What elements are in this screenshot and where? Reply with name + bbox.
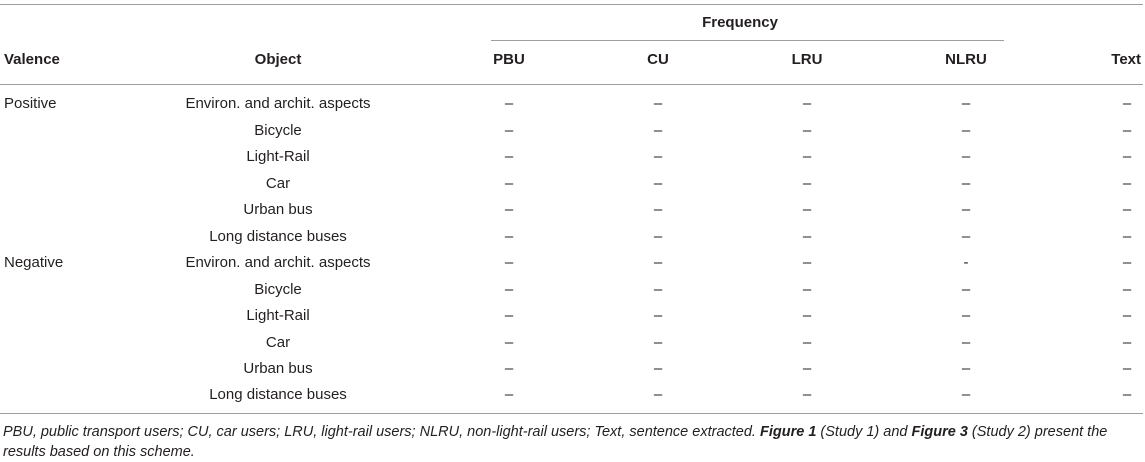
text-cell: – — [1122, 254, 1132, 271]
cu-cell: – — [653, 228, 663, 245]
lru-cell: – — [802, 334, 812, 351]
header-nlru: NLRU — [945, 51, 987, 68]
text-cell: – — [1122, 175, 1132, 192]
object-cell: Long distance buses — [209, 386, 347, 403]
cu-cell: – — [653, 148, 663, 165]
nlru-cell: – — [961, 201, 971, 218]
footnote-text: (Study 1) and — [816, 424, 912, 440]
object-cell: Car — [265, 175, 291, 192]
cu-cell: – — [653, 360, 663, 377]
header-text: Text — [1111, 51, 1141, 68]
object-cell: Light-Rail — [246, 307, 310, 324]
lru-cell: – — [802, 254, 812, 271]
header-valence: Valence — [4, 51, 60, 68]
cu-cell: – — [653, 201, 663, 218]
pbu-cell: – — [504, 201, 514, 218]
text-cell: – — [1122, 148, 1132, 165]
footnote-text: PBU, public transport users; CU, car users; LRU, light-rail users; NLRU, non-light-rail users; Text, sentence extracted. — [3, 424, 760, 440]
table-bottom-rule — [0, 413, 1143, 414]
pbu-cell: – — [504, 228, 514, 245]
object-cell: Environ. and archit. aspects — [185, 254, 371, 271]
cu-cell: – — [653, 386, 663, 403]
nlru-cell: - — [963, 254, 969, 271]
cu-cell: – — [653, 307, 663, 324]
lru-cell: – — [802, 148, 812, 165]
header-bottom-rule — [0, 84, 1143, 85]
lru-cell: – — [802, 386, 812, 403]
nlru-cell: – — [961, 175, 971, 192]
lru-cell: – — [802, 201, 812, 218]
pbu-cell: – — [504, 281, 514, 298]
frequency-group-rule — [491, 40, 1004, 41]
text-cell: – — [1122, 360, 1132, 377]
text-cell: – — [1122, 228, 1132, 245]
lru-cell: – — [802, 228, 812, 245]
table-footnote — [3, 422, 1141, 462]
figure-3-reference: Figure 3 — [911, 424, 968, 440]
object-cell: Urban bus — [243, 360, 313, 377]
valence-cell: Positive — [4, 95, 57, 112]
object-cell: Light-Rail — [246, 148, 310, 165]
cu-cell: – — [653, 175, 663, 192]
pbu-cell: – — [504, 122, 514, 139]
cu-cell: – — [653, 281, 663, 298]
cu-cell: – — [653, 95, 663, 112]
nlru-cell: – — [961, 360, 971, 377]
valence-cell: Negative — [4, 254, 64, 271]
figure-1-reference: Figure 1 — [759, 424, 817, 440]
nlru-cell: – — [961, 386, 971, 403]
cu-cell: – — [653, 334, 663, 351]
pbu-cell: – — [504, 148, 514, 165]
pbu-cell: – — [504, 175, 514, 192]
text-cell: – — [1122, 95, 1132, 112]
header-pbu: PBU — [493, 51, 525, 68]
object-cell: Bicycle — [254, 122, 302, 139]
nlru-cell: – — [961, 148, 971, 165]
object-cell: Urban bus — [243, 201, 313, 218]
nlru-cell: – — [961, 281, 971, 298]
pbu-cell: – — [504, 360, 514, 377]
cu-cell: – — [653, 254, 663, 271]
nlru-cell: – — [961, 334, 971, 351]
nlru-cell: – — [961, 122, 971, 139]
nlru-cell: – — [961, 95, 971, 112]
footnote-text: (Study 2) present the results based on this scheme. — [3, 424, 1108, 460]
lru-cell: – — [802, 175, 812, 192]
nlru-cell: – — [961, 307, 971, 324]
text-cell: – — [1122, 201, 1132, 218]
object-cell: Car — [265, 334, 291, 351]
text-cell: – — [1122, 281, 1132, 298]
table-top-rule — [0, 4, 1143, 5]
lru-cell: – — [802, 281, 812, 298]
text-cell: – — [1122, 334, 1132, 351]
cu-cell: – — [653, 122, 663, 139]
lru-cell: – — [802, 95, 812, 112]
lru-cell: – — [802, 360, 812, 377]
pbu-cell: – — [504, 307, 514, 324]
object-cell: Environ. and archit. aspects — [185, 95, 371, 112]
text-cell: – — [1122, 307, 1132, 324]
text-cell: – — [1122, 122, 1132, 139]
header-frequency: Frequency — [702, 14, 778, 31]
header-cu: CU — [647, 51, 669, 68]
lru-cell: – — [802, 307, 812, 324]
pbu-cell: – — [504, 254, 514, 271]
text-cell: – — [1122, 386, 1132, 403]
nlru-cell: – — [961, 228, 971, 245]
pbu-cell: – — [504, 334, 514, 351]
lru-cell: – — [802, 122, 812, 139]
object-cell: Bicycle — [254, 281, 302, 298]
header-lru: LRU — [791, 51, 823, 68]
pbu-cell: – — [504, 95, 514, 112]
pbu-cell: – — [504, 386, 514, 403]
object-cell: Long distance buses — [209, 228, 347, 245]
header-object: Object — [254, 51, 302, 68]
